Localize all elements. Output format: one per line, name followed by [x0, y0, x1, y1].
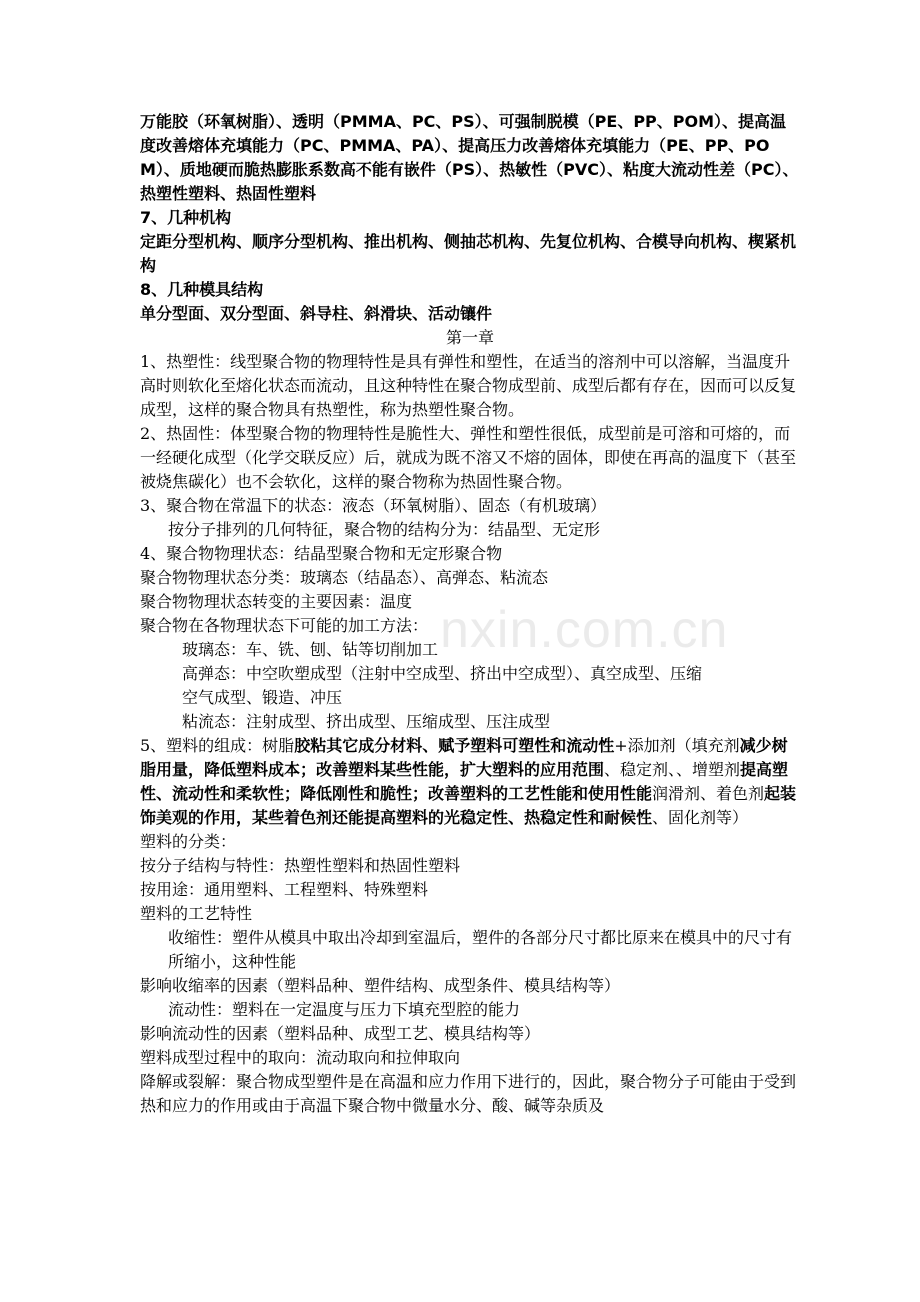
comp-s8: 起装饰美观的作用，某些着色剂还能提高塑料的光稳定性、热稳定性和耐候性 — [140, 784, 797, 827]
comp-s2: 胶粘其它成分材料、赋予塑料可塑性和流动性 — [294, 736, 615, 755]
item-by-structure: 按分子结构与特性：热塑性塑料和热固性塑料 — [140, 856, 461, 875]
document-page — [140, 110, 800, 1118]
item-by-use: 按用途：通用塑料、工程塑料、特殊塑料 — [140, 880, 429, 899]
item-shrinkage-factors: 影响收缩率的因素（塑料品种、塑件结构、成型条件、模具结构等） — [140, 976, 621, 995]
rubbery-line-2: 空气成型、锻造、冲压 — [182, 688, 343, 707]
item-degradation: 降解或裂解：聚合物成型塑件是在高温和应力作用下进行的，因此，聚合物分子可能由于受到热和应力的作用或由于高温下聚合物中微量水分、酸、碱等杂质及 — [140, 1072, 797, 1115]
item-physical-state: 4、聚合物物理状态：结晶型聚合物和无定形聚合物 — [140, 544, 503, 563]
comp-s3: +添加剂（填充剂 — [614, 736, 740, 755]
paragraph-materials: 万能胶（环氧树脂）、透明（PMMA、PC、PS）、可强制脱模（PE、PP、POM）、提高温度改善熔体充填能力（PC、PMMA、PA）、提高压力改善熔体充填能力（PE、PP、POM）、质地硬而脆热膨胀系数高不能有嵌件（PS）、热敏性（PVC）、粘度大流动性差（PC）、热塑性塑料、热固性塑料 — [140, 112, 799, 203]
heading-mold-structures: 8、几种模具结构 — [140, 280, 264, 299]
comp-s7: 润滑剂、着色剂 — [652, 784, 765, 803]
item-flowability-factors: 影响流动性的因素（塑料品种、成型工艺、模具结构等） — [140, 1024, 541, 1043]
item-state-classification: 聚合物物理状态分类：玻璃态（结晶态）、高弹态、粘流态 — [140, 568, 549, 587]
item-orientation: 塑料成型过程中的取向：流动取向和拉伸取向 — [140, 1048, 461, 1067]
comp-s5: 、稳定剂、、增塑剂 — [604, 760, 741, 779]
item-shrinkage: 收缩性：塑件从模具中取出冷却到室温后，塑件的各部分尺寸都比原来在模具中的尺寸有所缩小，这种性能 — [168, 928, 793, 971]
item-process-properties: 塑料的工艺特性 — [140, 904, 253, 923]
comp-s1: 5、塑料的组成：树脂 — [140, 736, 295, 755]
item-plastic-composition — [140, 734, 800, 830]
item-flowability: 流动性：塑料在一定温度与压力下填充型腔的能力 — [168, 1000, 521, 1019]
item-thermoset: 2、热固性：体型聚合物的物理特性是脆性大、弹性和塑性很低，成型前是可溶和可熔的，而一经硬化成型（化学交联反应）后，就成为既不溶又不熔的固体，即使在再高的温度下（甚至被烧焦碳化）也不会软化，这样的聚合物称为热固性聚合物。 — [140, 424, 797, 491]
item-structure-types: 按分子排列的几何特征，聚合物的结构分为：结晶型、无定形 — [168, 520, 601, 539]
item-viscous-state: 粘流态：注射成型、挤出成型、压缩成型、压注成型 — [182, 712, 551, 731]
item-glassy-state: 玻璃态：车、铣、刨、钻等切削加工 — [182, 640, 439, 659]
item-rubbery-state — [140, 662, 800, 710]
item-thermoplastic: 1、热塑性：线型聚合物的物理特性是具有弹性和塑性，在适当的溶剂中可以溶解，当温度升高时则软化至熔化状态而流动，且这种特性在聚合物成型前、成型后都有存在，因而可以反复成型，这样的聚合物具有热塑性，称为热塑性聚合物。 — [140, 352, 797, 419]
comp-s6: 提高塑性、流动性和柔软性；降低刚性和脆性；改善塑料的工艺性能和使用性能 — [140, 760, 789, 803]
rubbery-line-1: 高弹态：中空吹塑成型（注射中空成型、挤出中空成型）、真空成型、压缩 — [182, 664, 703, 683]
item-classification: 塑料的分类： — [140, 832, 237, 851]
paragraph-mold-structures: 单分型面、双分型面、斜导柱、斜滑块、活动镶件 — [140, 304, 493, 323]
chapter-title: 第一章 — [445, 328, 494, 347]
item-room-temp-state: 3、聚合物在常温下的状态：液态（环氧树脂）、固态（有机玻璃） — [140, 496, 607, 515]
item-state-transition: 聚合物物理状态转变的主要因素：温度 — [140, 592, 413, 611]
paragraph-mechanisms: 定距分型机构、顺序分型机构、推出机构、侧抽芯机构、先复位机构、合模导向机构、楔紧机构 — [140, 232, 797, 275]
heading-mechanisms: 7、几种机构 — [140, 208, 232, 227]
comp-s9: 、固化剂等） — [652, 808, 749, 827]
comp-s4: 减少树脂用量，降低塑料成本；改善塑料某些性能，扩大塑料的应用范围 — [140, 736, 788, 779]
watermark: nxin.com.cn — [440, 601, 729, 659]
item-processing-methods: 聚合物在各物理状态下可能的加工方法： — [140, 616, 429, 635]
